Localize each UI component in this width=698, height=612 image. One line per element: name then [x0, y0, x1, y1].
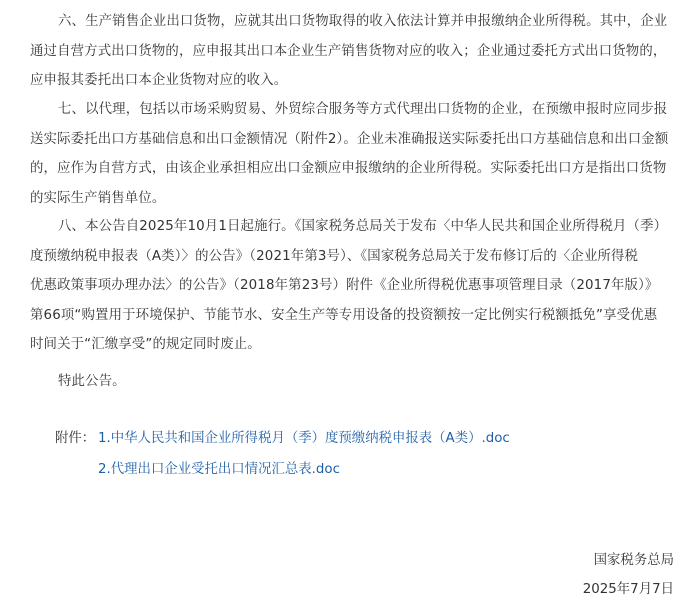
- paragraph-line: 时间关于“汇缴享受”的规定同时废止。: [30, 337, 261, 352]
- paragraph-line: 度预缴纳税申报表（A类）〉的公告》（2021年第3号）、《国家税务总局关于发布修订后的〈企业所得税: [30, 248, 639, 264]
- paragraph-line: 特此公告。: [58, 374, 126, 389]
- issuing-authority: 国家税务总局: [593, 553, 674, 568]
- paragraph-line: 优惠政策事项办理办法〉的公告》（2018年第23号）附件《企业所得税优惠事项管理目录（2017年版）》: [30, 278, 659, 293]
- issue-date: 2025年7月7日: [582, 582, 674, 597]
- attachment-link-1[interactable]: 1.中华人民共和国企业所得税月（季）度预缴纳税申报表（A类）.doc: [98, 431, 510, 446]
- paragraph-line: 通过自营方式出口货物的，应申报其出口本企业生产销售货物对应的收入；企业通过委托方式出口货物的，: [30, 43, 667, 59]
- closing-statement: [30, 367, 680, 397]
- paragraph-line: 应申报其委托出口本企业货物对应的收入。: [30, 73, 288, 88]
- paragraph-line: 第66项“购置用于环境保护、节能节水、安全生产等专用设备的投资额按一定比例实行税额抵免”享受优惠: [30, 307, 658, 323]
- paragraph-line: 六、生产销售企业出口货物，应就其出口货物取得的收入依法计算并申报缴纳企业所得税。其中，企业: [58, 14, 668, 29]
- attachment-link-2[interactable]: 2.代理出口企业受托出口情况汇总表.doc: [98, 462, 340, 477]
- paragraph-article-7: [30, 95, 680, 213]
- paragraph-line: 的实际生产销售单位。: [30, 190, 166, 206]
- paragraph-line: 八、本公告自2025年10月1日起施行。《国家税务总局关于发布〈中华人民共和国企业所得税月（季）: [58, 219, 668, 234]
- paragraph-line: 送实际委托出口方基础信息和出口金额情况（附件2）。企业未准确报送实际委托出口方基础信息和出口金额: [30, 131, 669, 147]
- paragraph-article-8: [30, 212, 680, 360]
- attachments-label: 附件：: [55, 431, 96, 446]
- paragraph-line: 七、以代理，包括以市场采购贸易、外贸综合服务等方式代理出口货物的企业，在预缴申报时应同步报: [58, 102, 668, 117]
- paragraph-article-6: [30, 7, 680, 96]
- paragraph-line: 的，应作为自营方式，由该企业承担相应出口金额应申报缴纳的企业所得税。实际委托出口方是指出口货物: [30, 161, 667, 176]
